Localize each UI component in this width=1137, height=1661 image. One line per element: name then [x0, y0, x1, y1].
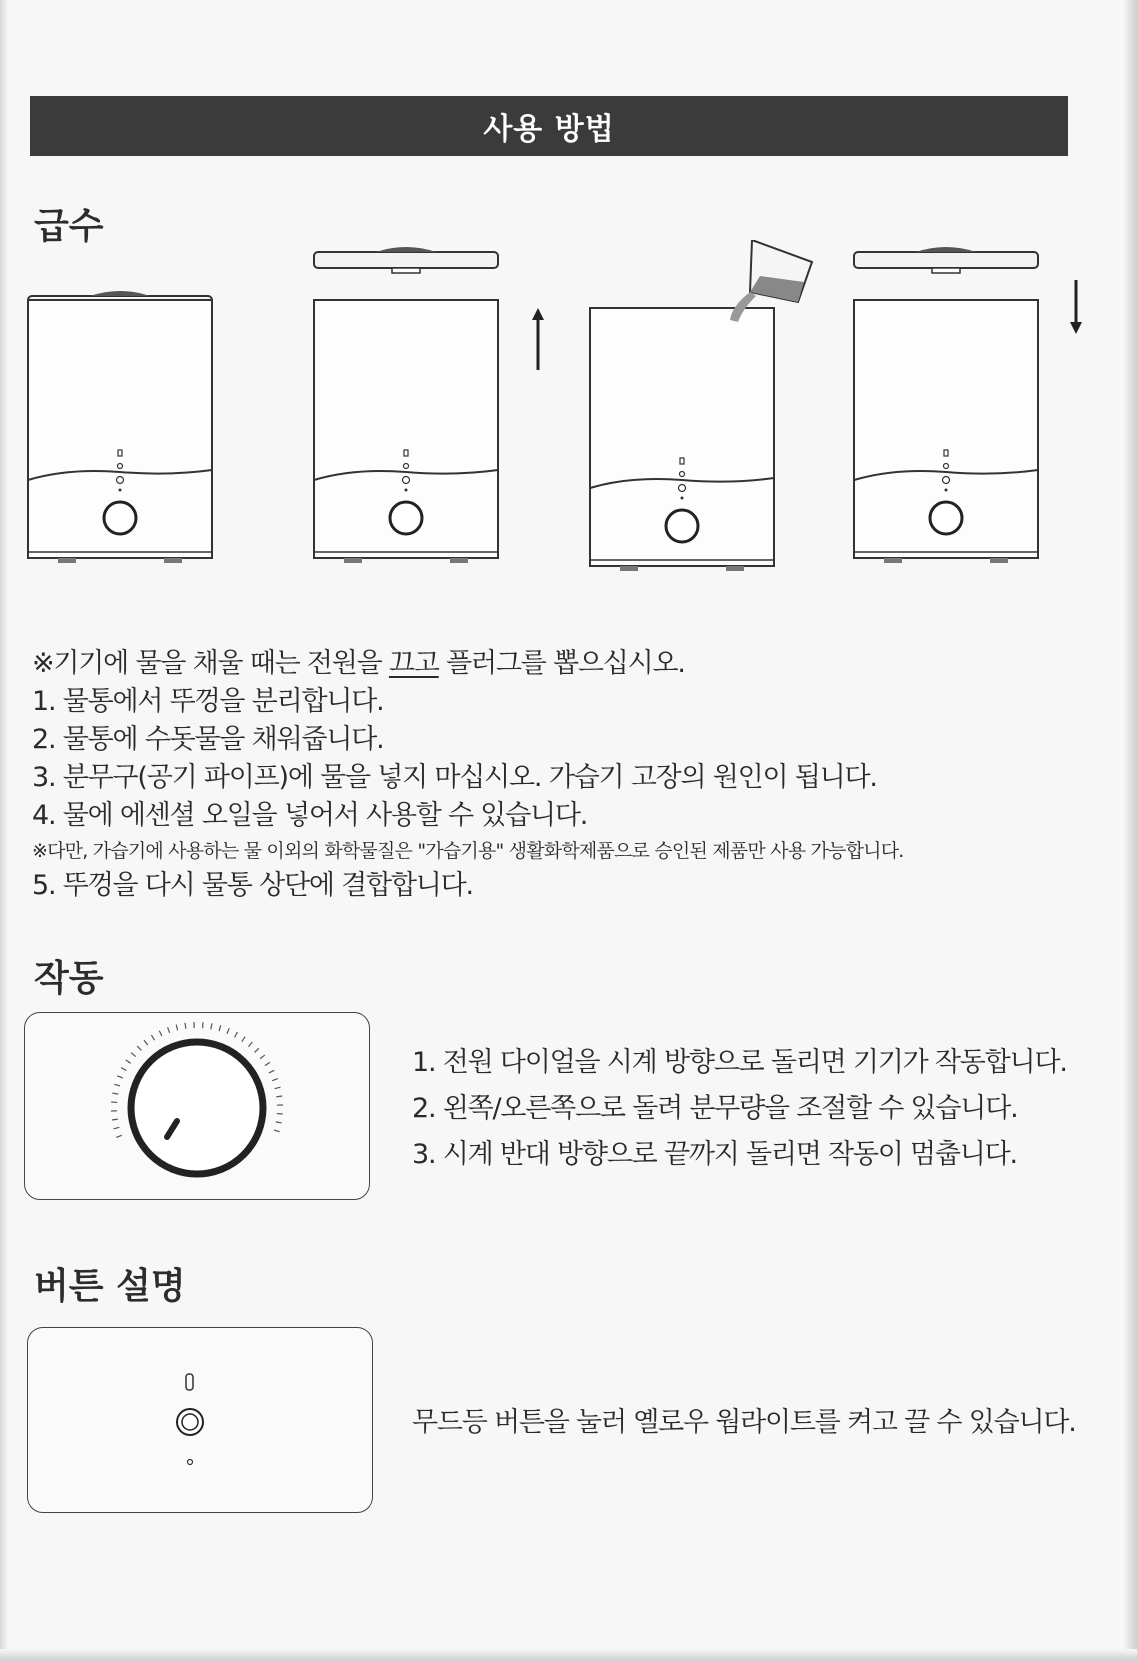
section-heading-operation: 작동	[34, 958, 104, 999]
arrow-up-icon	[532, 308, 544, 370]
humidifier-icon	[314, 247, 498, 563]
operation-step-3: 3. 시계 반대 방향으로 끝까지 돌리면 작동이 멈춥니다.	[412, 1139, 1017, 1170]
mood-light-button-icon	[28, 1328, 372, 1512]
page-shadow	[1123, 0, 1137, 1661]
page-shadow	[0, 0, 8, 1661]
page-title: 사용 방법	[30, 96, 1068, 156]
operation-step-1: 1. 전원 다이얼을 시계 방향으로 돌리면 기기가 작동합니다.	[412, 1047, 1067, 1078]
humidifier-icon	[28, 291, 212, 563]
water-supply-illustration	[22, 240, 1122, 600]
step-4: 4. 물에 에센셜 오일을 넣어서 사용할 수 있습니다.	[32, 800, 588, 831]
dial-illustration-box	[24, 1012, 370, 1200]
step-1: 1. 물통에서 뚜껑을 분리합니다.	[32, 686, 384, 717]
operation-instructions	[412, 1040, 1072, 1178]
step-3: 3. 분무구(공기 파이프)에 물을 넣지 마십시오. 가습기 고장의 원인이 됩니다.	[32, 762, 877, 793]
operation-step-2: 2. 왼쪽/오른쪽으로 돌려 분무량을 조절할 수 있습니다.	[412, 1093, 1018, 1124]
arrow-down-icon	[1070, 280, 1082, 334]
dial-icon	[25, 1013, 369, 1199]
step-5: 5. 뚜껑을 다시 물통 상단에 결합합니다.	[32, 870, 473, 901]
chemical-note: ※다만, 가습기에 사용하는 물 이외의 화학물질은 "가습기용" 생활화학제품으로 승인된 제품만 사용 가능합니다.	[32, 840, 904, 862]
button-illustration-box	[27, 1327, 373, 1513]
water-supply-instructions	[32, 645, 1072, 905]
humidifier-icon	[854, 247, 1038, 563]
button-description: 무드등 버튼을 눌러 옐로우 웜라이트를 켜고 끌 수 있습니다.	[412, 1407, 1076, 1438]
page-edge	[0, 1649, 1137, 1661]
humidifier-icon	[590, 308, 774, 571]
step-2: 2. 물통에 수돗물을 채워줍니다.	[32, 724, 384, 755]
warning-line: ※기기에 물을 채울 때는 전원을 끄고 플러그를 뽑으십시오.	[32, 648, 685, 679]
section-heading-buttons: 버튼 설명	[34, 1266, 186, 1307]
section-heading-water-supply: 급수	[34, 206, 104, 247]
